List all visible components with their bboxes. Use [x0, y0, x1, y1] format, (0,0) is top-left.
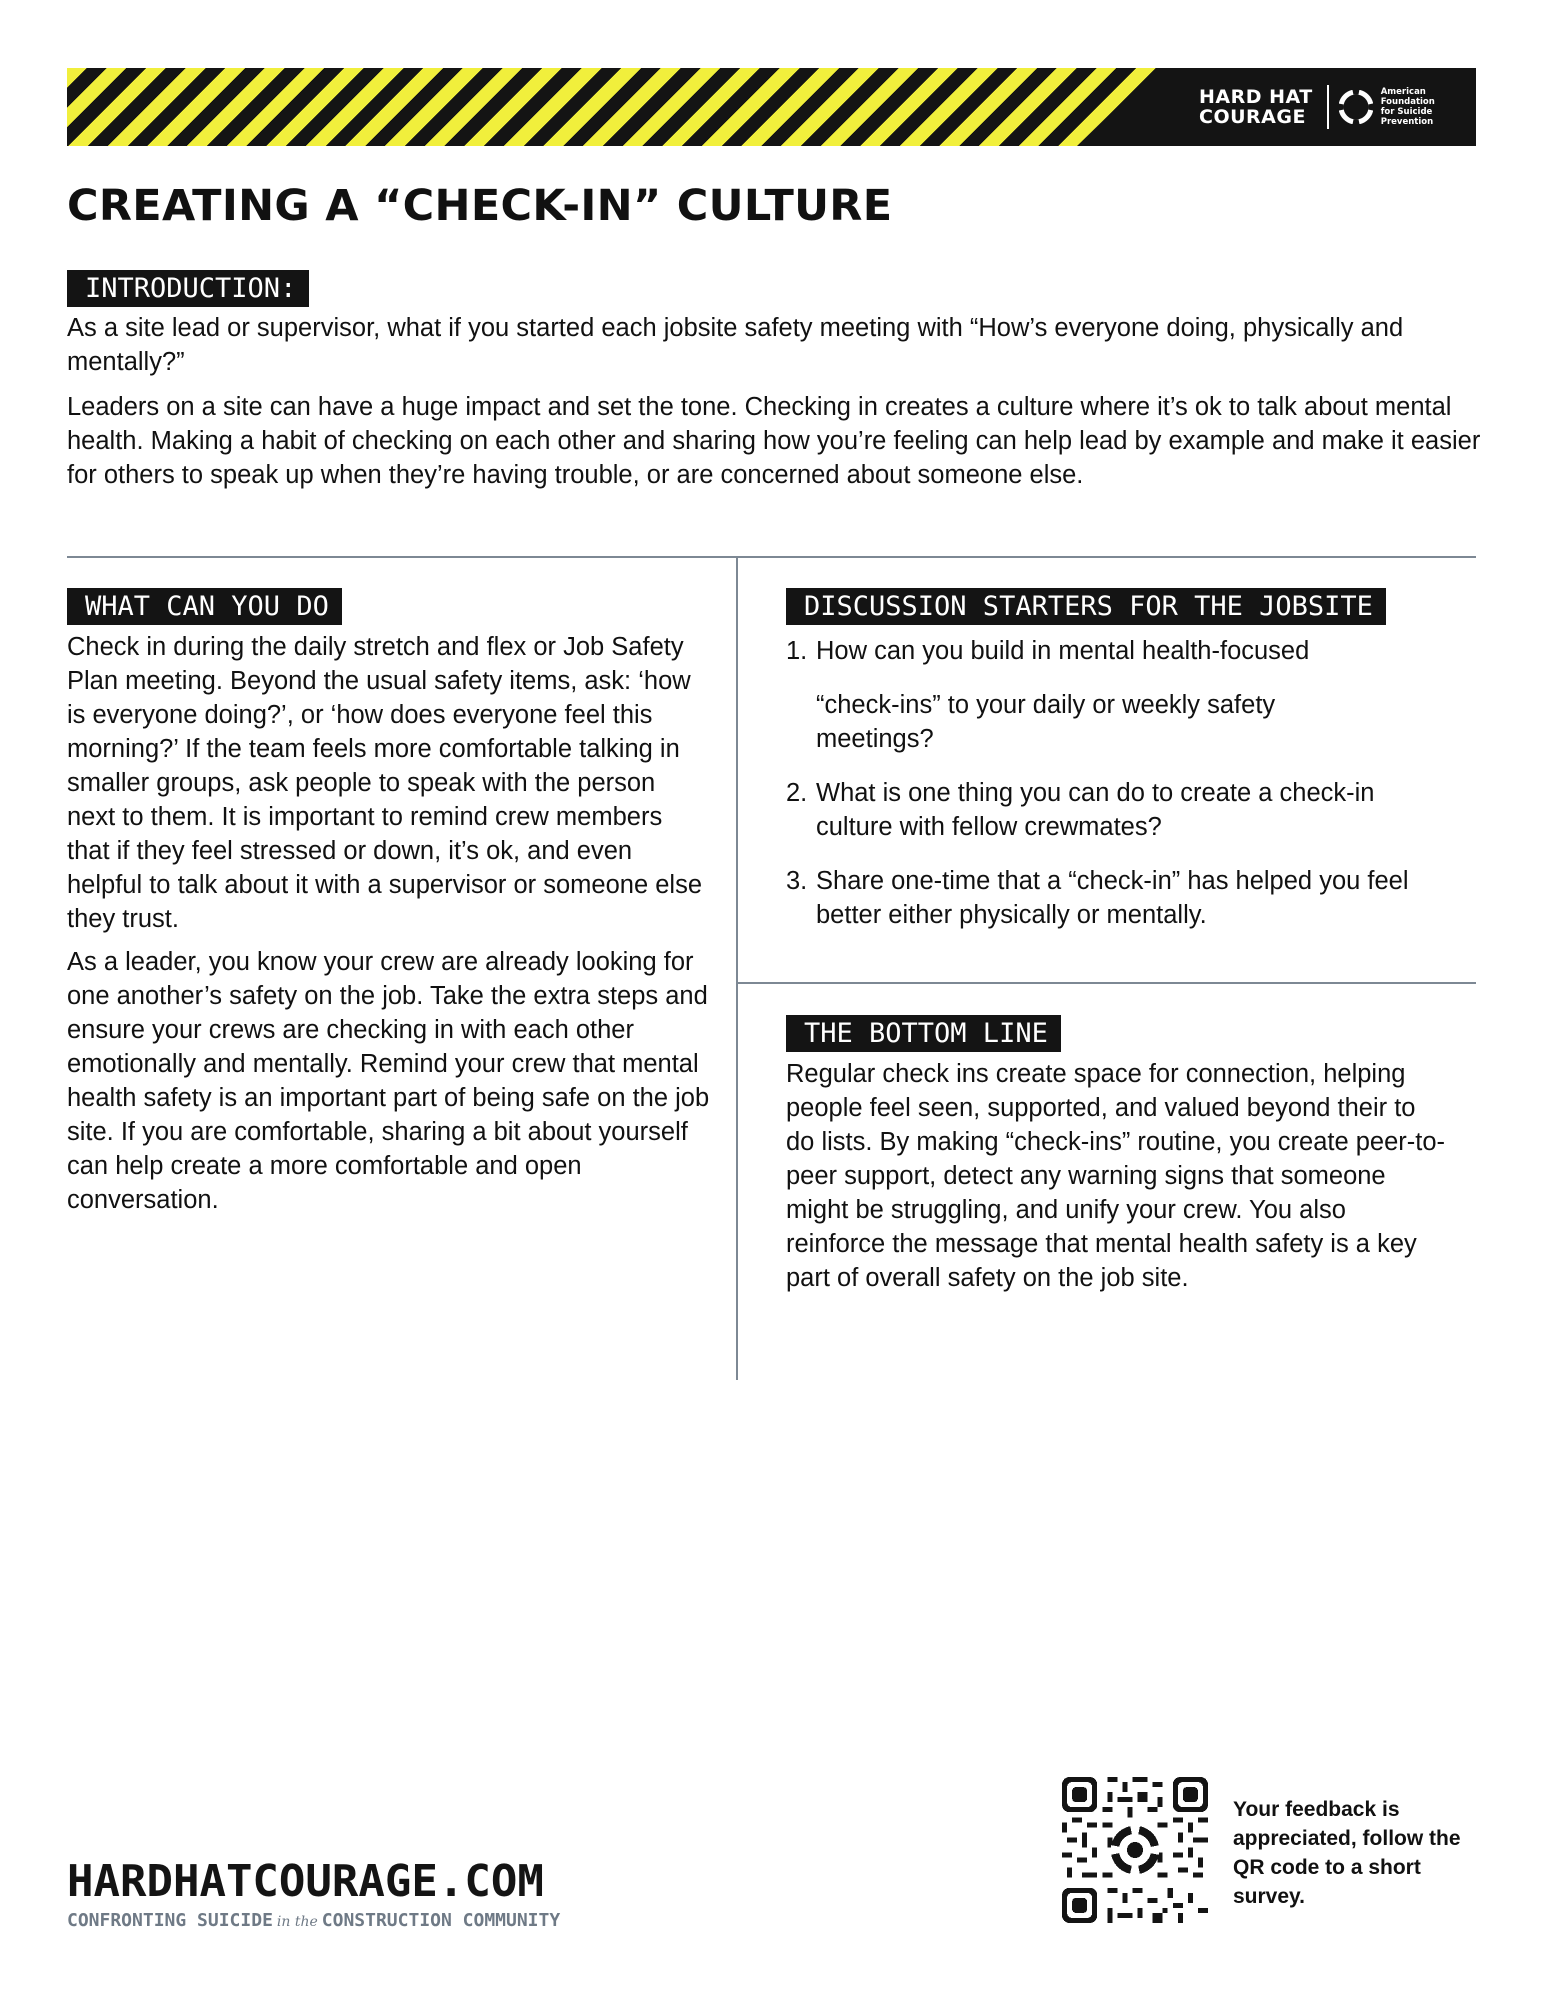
right-column-divider — [737, 982, 1476, 984]
header-banner — [67, 68, 1476, 146]
column-divider-vertical — [736, 557, 738, 1380]
list-item-text: How can you build in mental health-focused — [816, 637, 1310, 665]
afsp-line-1: American — [1380, 87, 1426, 97]
logo-wordmark — [1199, 87, 1313, 127]
life-ring-icon — [1339, 90, 1373, 124]
what-can-you-do-paragraph-1: Check in during the daily stretch and flex or Job Safety Plan meeting. Beyond the usual safety items, ask: ‘how is everyone doing?’, or ‘how does everyone feel this morning?’ If the team feels more comfortable talking in smaller groups, ask people to speak with the person next to them. It is important to remind crew members that if they feel stressed or down, it’s ok, and even helpful to talk about it with a supervisor or someone else they trust. — [67, 633, 703, 933]
tagline-italic: in the — [276, 1914, 318, 1930]
list-item — [786, 634, 1446, 756]
footer-website: HARDHATCOURAGE.COM — [67, 1856, 544, 1907]
hard-hat-courage-logo — [1199, 81, 1435, 133]
list-item-text-continued: “check-ins” to your daily or weekly safety meetings? — [816, 691, 1276, 753]
logo-line-2: COURAGE — [1199, 106, 1306, 128]
section-divider-horizontal — [67, 556, 1476, 558]
afsp-line-4: Prevention — [1380, 117, 1434, 127]
list-item-number: 2. — [786, 779, 808, 807]
afsp-wordmark — [1381, 87, 1435, 127]
list-item-text: Share one-time that a “check-in” has helped you feel better either physically or mentally. — [816, 867, 1409, 929]
list-item-number: 3. — [786, 867, 808, 895]
page-title: CREATING A “CHECK-IN” CULTURE — [67, 181, 893, 231]
tagline-part-2: CONSTRUCTION COMMUNITY — [321, 1910, 561, 1931]
logo-divider — [1327, 85, 1329, 129]
introduction-label: INTRODUCTION: — [67, 270, 309, 307]
discussion-list — [786, 634, 1446, 952]
what-can-you-do-label: WHAT CAN YOU DO — [67, 588, 342, 625]
list-item — [786, 864, 1446, 932]
tagline-part-1: CONFRONTING SUICIDE — [67, 1910, 273, 1931]
what-can-you-do-paragraph-2: As a leader, you know your crew are already looking for one another’s safety on the job. Take the extra steps and ensure your crews are checking in with each other emotionally and mentally. Remind your crew that mental health safety is an important part of being safe on the job site. If you are comfortable, sharing a bit about yourself can help create a more comfortable and open conversation. — [67, 948, 710, 1214]
intro-paragraph-2: Leaders on a site can have a huge impact and set the tone. Checking in creates a culture where it’s ok to talk about mental health. Making a habit of checking on each other and sharing how you’re feeling can help lead by example and make it easier for others to speak up when they’re having trouble, or are concerned about someone else. — [67, 393, 1481, 489]
list-item — [786, 776, 1446, 844]
afsp-line-2: Foundation — [1380, 97, 1435, 107]
qr-code-icon — [1062, 1777, 1208, 1923]
hazard-stripes — [67, 68, 1157, 146]
list-item-number: 1. — [786, 637, 808, 665]
feedback-note: Your feedback is appreciated, follow the QR code to a short survey. — [1233, 1798, 1461, 1908]
logo-line-1: HARD HAT — [1199, 86, 1313, 108]
list-item-text: What is one thing you can do to create a check-in culture with fellow crewmates? — [816, 779, 1375, 841]
footer-tagline — [67, 1910, 560, 1931]
bottom-line-paragraph: Regular check ins create space for connection, helping people feel seen, supported, and valued beyond their to do lists. By making “check-ins” routine, you create peer-to-peer support, detect any warning signs that someone might be struggling, and unify your crew. You also reinforce the message that mental health safety is a key part of overall safety on the job site. — [786, 1060, 1446, 1292]
afsp-line-3: for Suicide — [1380, 107, 1433, 117]
discussion-starters-label: DISCUSSION STARTERS FOR THE JOBSITE — [786, 588, 1386, 625]
bottom-line-label: THE BOTTOM LINE — [786, 1015, 1061, 1052]
intro-paragraph-1: As a site lead or supervisor, what if you started each jobsite safety meeting with “How’s everyone doing, physically and mentally?” — [67, 314, 1404, 376]
